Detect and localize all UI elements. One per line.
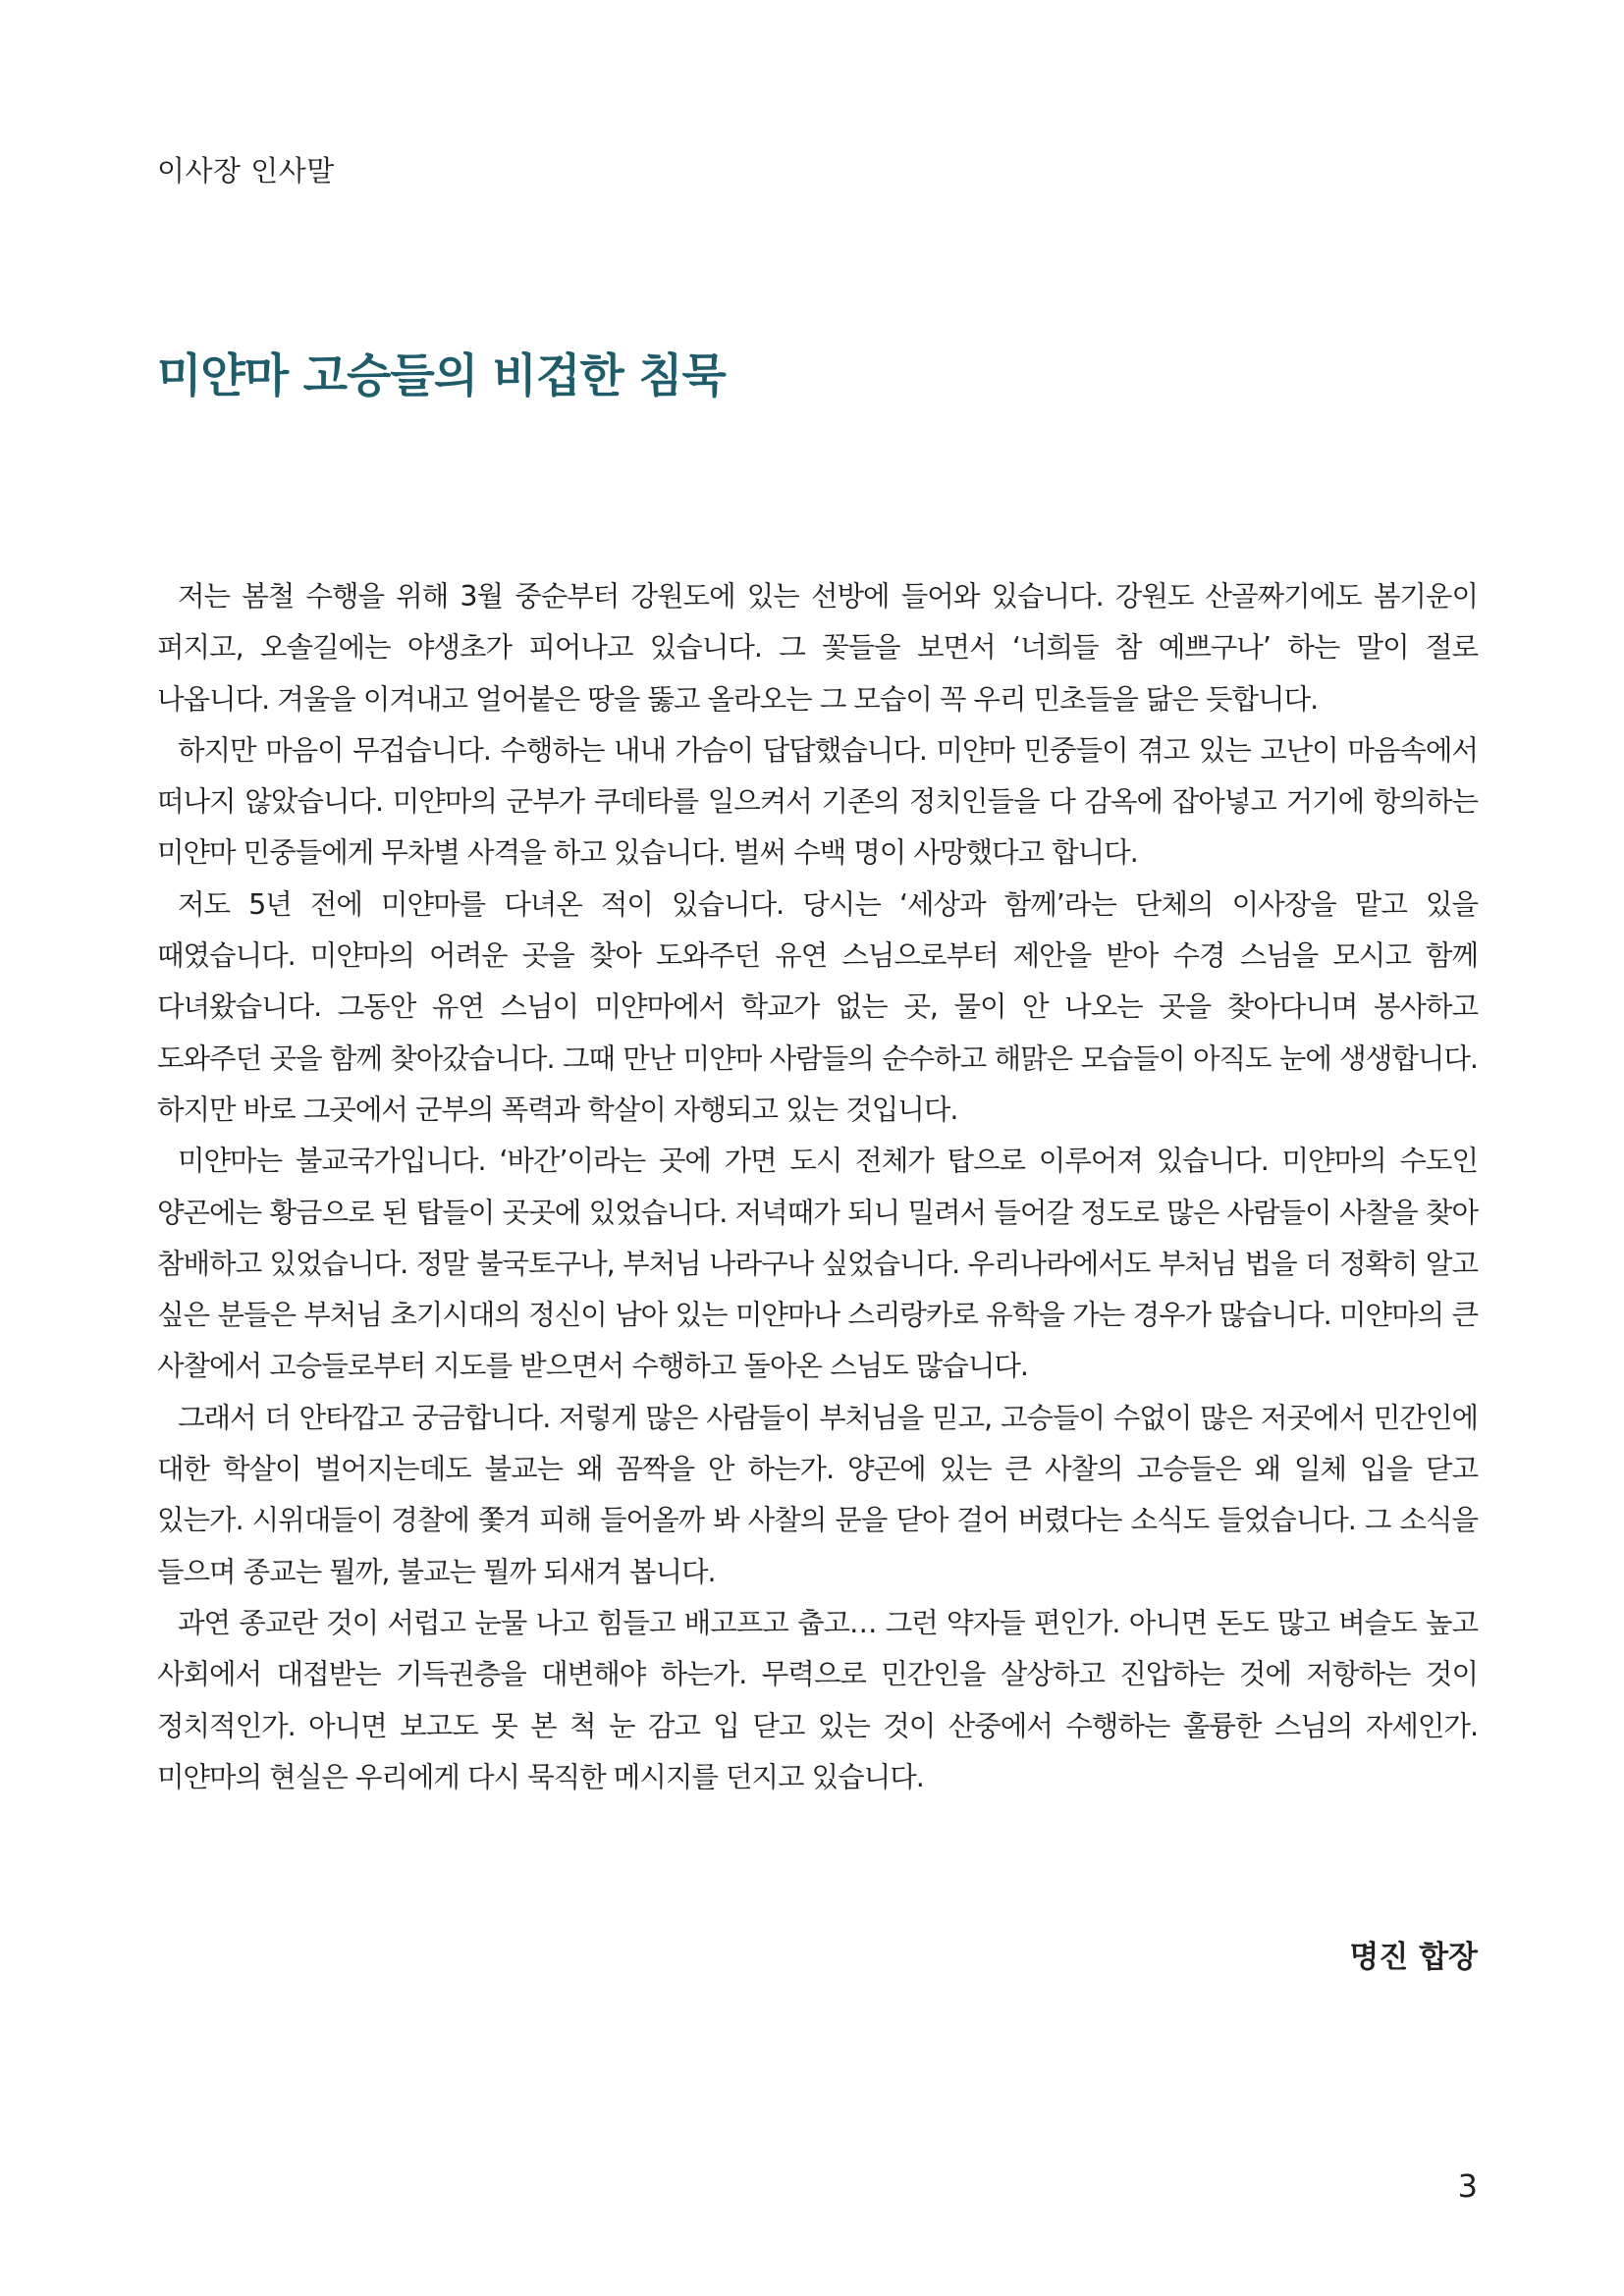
page-number: 3 (1457, 2167, 1478, 2205)
article-body (157, 571, 1478, 1803)
signature: 명진 합장 (1349, 1940, 1478, 1975)
paragraph-4: 미얀마는 불교국가입니다. ‘바간’이라는 곳에 가면 도시 전체가 탑으로 이루어져 있습니다. 미얀마의 수도인 양곤에는 황금으로 된 탑들이 곳곳에 있었습니다. 저녁때가 되니 밀려서 들어갈 정도로 많은 사람들이 사찰을 찾아 참배하고 있었습니다. 정말 불국토구나, 부처님 나라구나 싶었습니다. 우리나라에서도 부처님 법을 더 정확히 알고 싶은 분들은 부처님 초기시대의 정신이 남아 있는 미얀마나 스리랑카로 유학을 가는 경우가 많습니다. 미얀마의 큰 사찰에서 고승들로부터 지도를 받으면서 수행하고 돌아온 스님도 많습니다. (157, 1145, 1478, 1383)
section-label: 이사장 인사말 (157, 154, 335, 187)
page-title: 미얀마 고승들의 비겁한 침묵 (157, 349, 726, 403)
paragraph-1: 저는 봄철 수행을 위해 3월 중순부터 강원도에 있는 선방에 들어와 있습니다. 강원도 산골짜기에도 봄기운이 퍼지고, 오솔길에는 야생초가 피어나고 있습니다. 그 꽃들을 보면서 ‘너희들 참 예쁘구나’ 하는 말이 절로 나옵니다. 겨울을 이겨내고 얼어붙은 땅을 뚫고 올라오는 그 모습이 꼭 우리 민초들을 닮은 듯합니다. (157, 580, 1478, 716)
paragraph-2: 하지만 마음이 무겁습니다. 수행하는 내내 가슴이 답답했습니다. 미얀마 민중들이 겪고 있는 고난이 마음속에서 떠나지 않았습니다. 미얀마의 군부가 쿠데타를 일으켜서 기존의 정치인들을 다 감옥에 잡아넣고 거기에 항의하는 미얀마 민중들에게 무차별 사격을 하고 있습니다. 벌써 수백 명이 사망했다고 합니다. (157, 733, 1478, 870)
paragraph-6: 과연 종교란 것이 서럽고 눈물 나고 힘들고 배고프고 춥고… 그런 약자들 편인가. 아니면 돈도 많고 벼슬도 높고 사회에서 대접받는 기득권층을 대변해야 하는가. 무력으로 민간인을 살상하고 진압하는 것에 저항하는 것이 정치적인가. 아니면 보고도 못 본 척 눈 감고 입 닫고 있는 것이 산중에서 수행하는 훌륭한 스님의 자세인가. 미얀마의 현실은 우리에게 다시 묵직한 메시지를 던지고 있습니다. (157, 1606, 1478, 1793)
paragraph-3: 저도 5년 전에 미얀마를 다녀온 적이 있습니다. 당시는 ‘세상과 함께’라는 단체의 이사장을 맡고 있을 때였습니다. 미얀마의 어려운 곳을 찾아 도와주던 유연 스님으로부터 제안을 받아 수경 스님을 모시고 함께 다녀왔습니다. 그동안 유연 스님이 미얀마에서 학교가 없는 곳, 물이 안 나오는 곳을 찾아다니며 봉사하고 도와주던 곳을 함께 찾아갔습니다. 그때 만난 미얀마 사람들의 순수하고 해맑은 모습들이 아직도 눈에 생생합니다. 하지만 바로 그곳에서 군부의 폭력과 학살이 자행되고 있는 것입니다. (157, 887, 1478, 1126)
paragraph-5: 그래서 더 안타깝고 궁금합니다. 저렇게 많은 사람들이 부처님을 믿고, 고승들이 수없이 많은 저곳에서 민간인에 대한 학살이 벌어지는데도 불교는 왜 꼼짝을 안 하는가. 양곤에 있는 큰 사찰의 고승들은 왜 일체 입을 닫고 있는가. 시위대들이 경찰에 쫓겨 피해 들어올까 봐 사찰의 문을 닫아 걸어 버렸다는 소식도 들었습니다. 그 소식을 들으며 종교는 뭘까, 불교는 뭘까 되새겨 봅니다. (157, 1401, 1478, 1588)
